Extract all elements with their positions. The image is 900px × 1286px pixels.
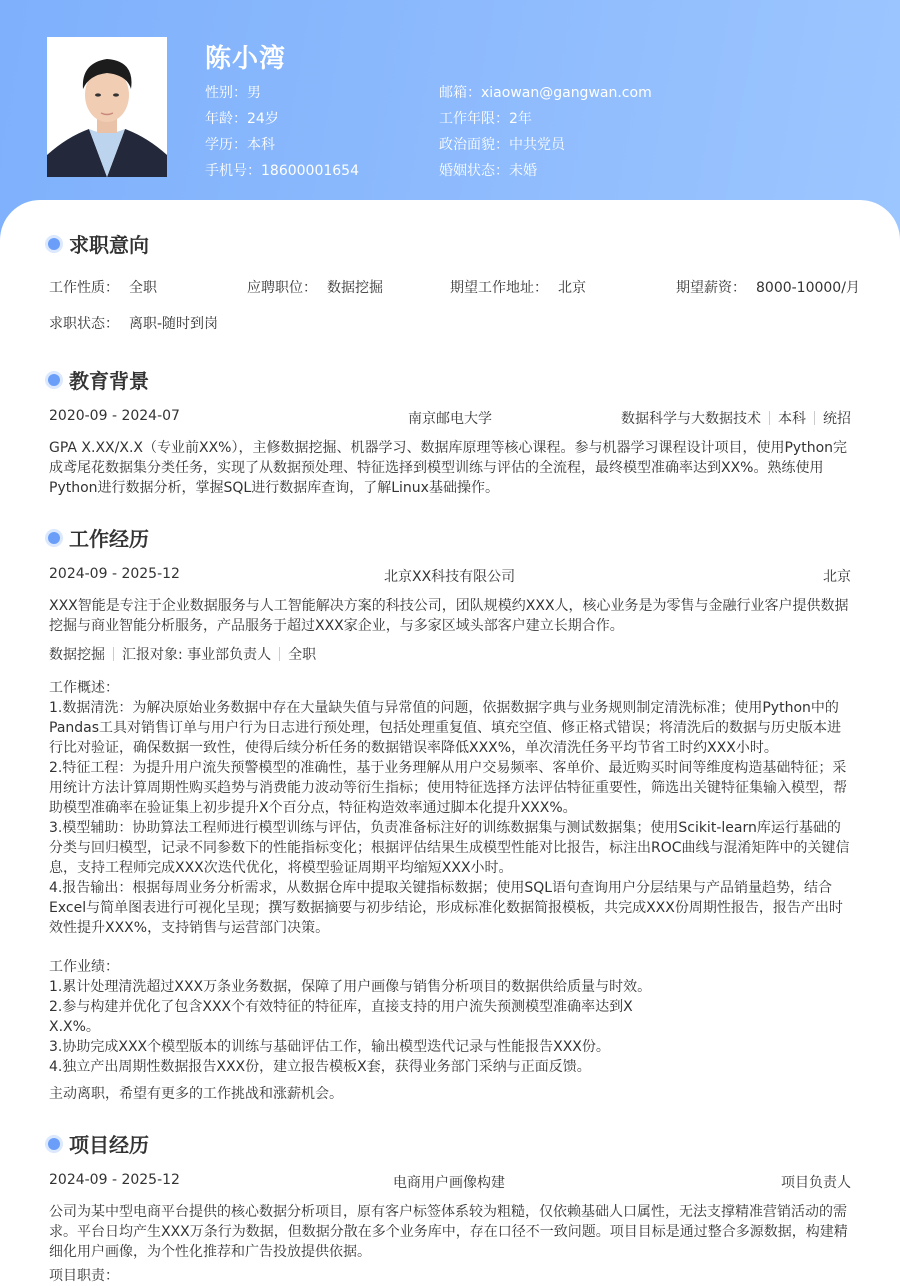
field-label: 应聘职位：	[247, 280, 317, 296]
info-gender	[205, 82, 359, 108]
work-tag: 数据挖掘	[49, 647, 105, 663]
field-value: 数据挖掘	[327, 280, 383, 296]
info-label: 性别：	[205, 85, 247, 101]
achievement-item: 4.独立产出周期性数据报告XXX份，建立报告模板X套，获得业务部门采纳与正面反馈。	[49, 1059, 591, 1075]
info-value: 中共党员	[509, 137, 565, 153]
section-bullet-icon	[48, 374, 60, 386]
info-value: 本科	[247, 137, 275, 153]
achievements-title: 工作业绩：	[49, 959, 119, 975]
intent-salary	[676, 277, 860, 297]
section-title-text: 项目经历	[69, 1133, 149, 1157]
field-label: 工作性质：	[49, 280, 119, 296]
info-label: 学历：	[205, 137, 247, 153]
education-degree: 本科	[778, 411, 806, 427]
project-name: 电商用户画像构建	[393, 1175, 505, 1191]
info-value: 男	[247, 85, 261, 101]
divider	[814, 411, 815, 425]
overview-item: 4.报告输出：根据每周业务分析需求，从数据仓库中提取关键指标数据；使用SQL语句查询用户分层结果与产品销量趋势，结合Excel与简单图表进行可视化呈现；撰写数据摘要与初步结论，形成标准化数据简报模板，共完成XXX份周期性报告，报告产出时效性提升XXX%，支持销售与运营部门决策。	[49, 880, 843, 936]
info-label: 婚姻状态：	[439, 163, 509, 179]
education-major: 数据科学与大数据技术	[621, 411, 761, 427]
achievement-item: 3.协助完成XXX个模型版本的训练与基础评估工作，输出模型迭代记录与性能报告XXX份。	[49, 1039, 610, 1055]
education-type: 统招	[823, 411, 851, 427]
section-bullet-icon	[48, 532, 60, 544]
intent-location	[450, 277, 586, 297]
info-marital-status	[439, 160, 652, 186]
info-label: 年龄：	[205, 111, 247, 127]
email-value[interactable]: xiaowan@gangwan.com	[481, 85, 652, 101]
section-title-work	[48, 523, 149, 552]
work-period: 2024-09 - 2025-12	[49, 566, 180, 582]
field-value: 北京	[558, 280, 586, 296]
intent-position	[247, 277, 383, 297]
field-value: 离职-随时到岗	[129, 316, 219, 332]
project-duty-title: 项目职责：	[49, 1268, 119, 1284]
work-tags	[49, 644, 851, 664]
divider	[113, 647, 114, 661]
section-title-text: 求职意向	[69, 233, 149, 257]
intent-status	[49, 313, 218, 333]
overview-title: 工作概述：	[49, 680, 119, 696]
phone-value[interactable]: 18600001654	[261, 163, 359, 179]
achievement-item: 1.累计处理清洗超过XXX万条业务数据，保障了用户画像与销售分析项目的数据供给质量与时效。	[49, 979, 652, 995]
info-education	[205, 134, 359, 160]
work-achievements	[49, 957, 851, 1077]
intent-job-type	[49, 277, 157, 297]
section-title-text: 教育背景	[69, 369, 149, 393]
section-bullet-icon	[48, 1138, 60, 1150]
project-description: 公司为某中型电商平台提供的核心数据分析项目，原有客户标签体系较为粗糙，仅依赖基础人口属性，无法支撑精准营销活动的需求。平台日均产生XXX万条行为数据，但数据分散在多个业务库中，存在口径不一致问题。项目目标是通过整合多源数据，构建精细化用户画像，为个性化推荐和广告投放提供依据。	[49, 1204, 848, 1260]
info-value: 未婚	[509, 163, 537, 179]
overview-item: 1.数据清洗：为解决原始业务数据中存在大量缺失值与异常值的问题，依据数据字典与业务规则制定清洗标准；使用Python中的Pandas工具对销售订单与用户行为日志进行预处理，包括处理重复值、填充空值、修正格式错误；将清洗后的数据与历史版本进行比对验证，确保数据一致性，使得后续分析任务的数据错误率降低XXX%，单次清洗任务平均节省工时约XXX小时。	[49, 700, 842, 756]
company-description: XXX智能是专注于企业数据服务与人工智能解决方案的科技公司，团队规模约XXX人，核心业务是为零售与金融行业客户提供数据挖掘与商业智能分析服务，产品服务于超过XXX家企业，与多家区域头部客户建立长期合作。	[49, 598, 849, 634]
field-label: 求职状态：	[49, 316, 119, 332]
work-tag: 汇报对象: 事业部负责人	[122, 647, 272, 663]
basic-info-left	[205, 82, 359, 186]
leave-reason: 主动离职，希望有更多的工作挑战和涨薪机会。	[49, 1086, 343, 1102]
basic-info-right	[439, 82, 652, 186]
achievement-item: X.X%。	[49, 1019, 100, 1035]
education-school: 南京邮电大学	[408, 411, 492, 427]
field-label: 期望薪资：	[676, 280, 746, 296]
overview-item: 2.特征工程：为提升用户流失预警模型的准确性，基于业务理解从用户交易频率、客单价、最近购买时间等维度构造基础特征；采用统计方法计算周期性购买趋势与消费能力波动等衍生指标；使用特征选择方法评估特征重要性，筛选出关键特征集输入模型，帮助模型准确率在验证集上初步提升X个百分点，特征构造效率通过脚本化提升XXX%。	[49, 760, 847, 816]
section-bullet-icon	[48, 238, 60, 250]
info-label: 工作年限：	[439, 111, 509, 127]
avatar-photo	[47, 37, 167, 177]
section-title-text: 工作经历	[69, 527, 149, 551]
section-title-intent	[48, 229, 149, 258]
education-meta	[621, 408, 851, 428]
work-tag: 全职	[288, 647, 317, 663]
work-company: 北京XX科技有限公司	[384, 569, 516, 585]
section-title-education	[48, 365, 149, 394]
work-location: 北京	[823, 569, 851, 585]
education-description: GPA X.XX/X.X（专业前XX%），主修数据挖掘、机器学习、数据库原理等核心课程。参与机器学习课程设计项目，使用Python完成鸢尾花数据集分类任务，实现了从数据预处理、特征选择到模型训练与评估的全流程，最终模型准确率达到XX%。熟练使用Python进行数据分析，掌握SQL进行数据库查询，了解Linux基础操作。	[49, 440, 848, 496]
info-email	[439, 82, 652, 108]
overview-item: 3.模型辅助：协助算法工程师进行模型训练与评估，负责准备标注好的训练数据集与测试数据集；使用Scikit-learn库运行基础的分类与回归模型，记录不同参数下的性能指标变化；根据评估结果生成模型性能对比报告，标注出ROC曲线与混淆矩阵中的关键信息，支持工程师完成XXX次迭代优化，将模型验证周期平均缩短XXX小时。	[49, 820, 850, 876]
divider	[279, 647, 280, 661]
info-age	[205, 108, 359, 134]
info-political-status	[439, 134, 652, 160]
project-period: 2024-09 - 2025-12	[49, 1172, 180, 1188]
info-label: 政治面貌：	[439, 137, 509, 153]
education-period: 2020-09 - 2024-07	[49, 408, 180, 424]
info-value: 2年	[509, 111, 532, 127]
project-role: 项目负责人	[781, 1175, 851, 1191]
info-label: 手机号：	[205, 163, 261, 179]
person-portrait-icon	[47, 37, 167, 177]
info-label: 邮箱：	[439, 85, 481, 101]
field-value: 全职	[129, 280, 157, 296]
field-value: 8000-10000/月	[756, 280, 860, 296]
info-work-years	[439, 108, 652, 134]
achievement-item: 2.参与构建并优化了包含XXX个有效特征的特征库，直接支持的用户流失预测模型准确率达到X	[49, 999, 633, 1015]
candidate-name: 陈小湾	[205, 44, 287, 74]
info-value: 24岁	[247, 111, 279, 127]
info-phone	[205, 160, 359, 186]
field-label: 期望工作地址：	[450, 280, 548, 296]
section-title-project	[48, 1129, 149, 1158]
divider	[769, 411, 770, 425]
work-overview	[49, 678, 851, 938]
